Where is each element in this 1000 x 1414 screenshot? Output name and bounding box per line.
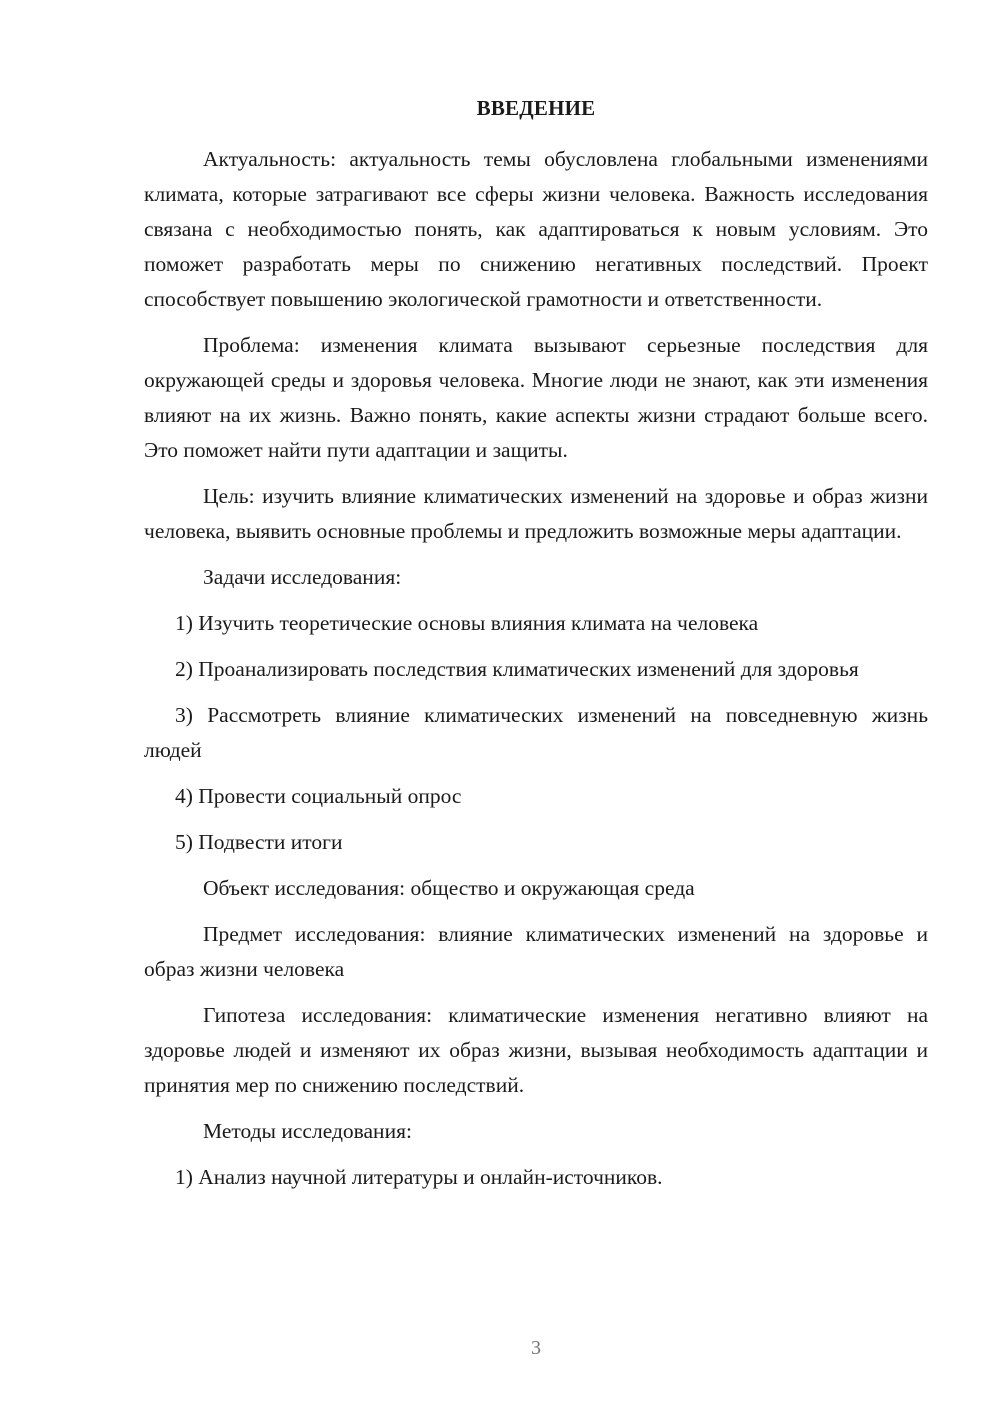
tasks-title: Задачи исследования: — [203, 565, 402, 589]
task-item: 4) Провести социальный опрос — [175, 784, 462, 808]
page-number: 3 — [531, 1337, 541, 1359]
object-paragraph: Объект исследования: общество и окружающая среда — [203, 876, 695, 900]
relevance-paragraph: Актуальность: актуальность темы обусловлена глобальными изменениями климата, которые затрагивают все сферы жизни человека. Важность исследования связана с необходимостью понять, как адаптироваться к новым условиям. Это поможет разработать меры по снижению негативных последствий. Проект способствует повышению экологической грамотности и ответственности. — [144, 147, 928, 311]
subject-paragraph: Предмет исследования: влияние климатических изменений на здоровье и образ жизни человека — [144, 922, 928, 981]
document-body — [144, 142, 928, 1206]
task-item: 3) Рассмотреть влияние климатических изменений на повседневную жизнь людей — [144, 703, 928, 762]
methods-title: Методы исследования: — [203, 1119, 412, 1143]
page-title: ВВЕДЕНИЕ — [476, 96, 596, 120]
task-item: 5) Подвести итоги — [175, 830, 343, 854]
goal-paragraph: Цель: изучить влияние климатических изменений на здоровье и образ жизни человека, выявить основные проблемы и предложить возможные меры адаптации. — [144, 484, 928, 543]
hypothesis-paragraph: Гипотеза исследования: климатические изменения негативно влияют на здоровье людей и изменяют их образ жизни, вызывая необходимость адаптации и принятия мер по снижению последствий. — [144, 1003, 928, 1097]
problem-paragraph: Проблема: изменения климата вызывают серьезные последствия для окружающей среды и здоровья человека. Многие люди не знают, как эти изменения влияют на их жизнь. Важно понять, какие аспекты жизни страдают больше всего. Это поможет найти пути адаптации и защиты. — [144, 333, 928, 462]
task-item: 2) Проанализировать последствия климатических изменений для здоровья — [175, 657, 859, 681]
method-item: 1) Анализ научной литературы и онлайн-источников. — [175, 1165, 663, 1189]
task-item: 1) Изучить теоретические основы влияния климата на человека — [175, 611, 759, 635]
